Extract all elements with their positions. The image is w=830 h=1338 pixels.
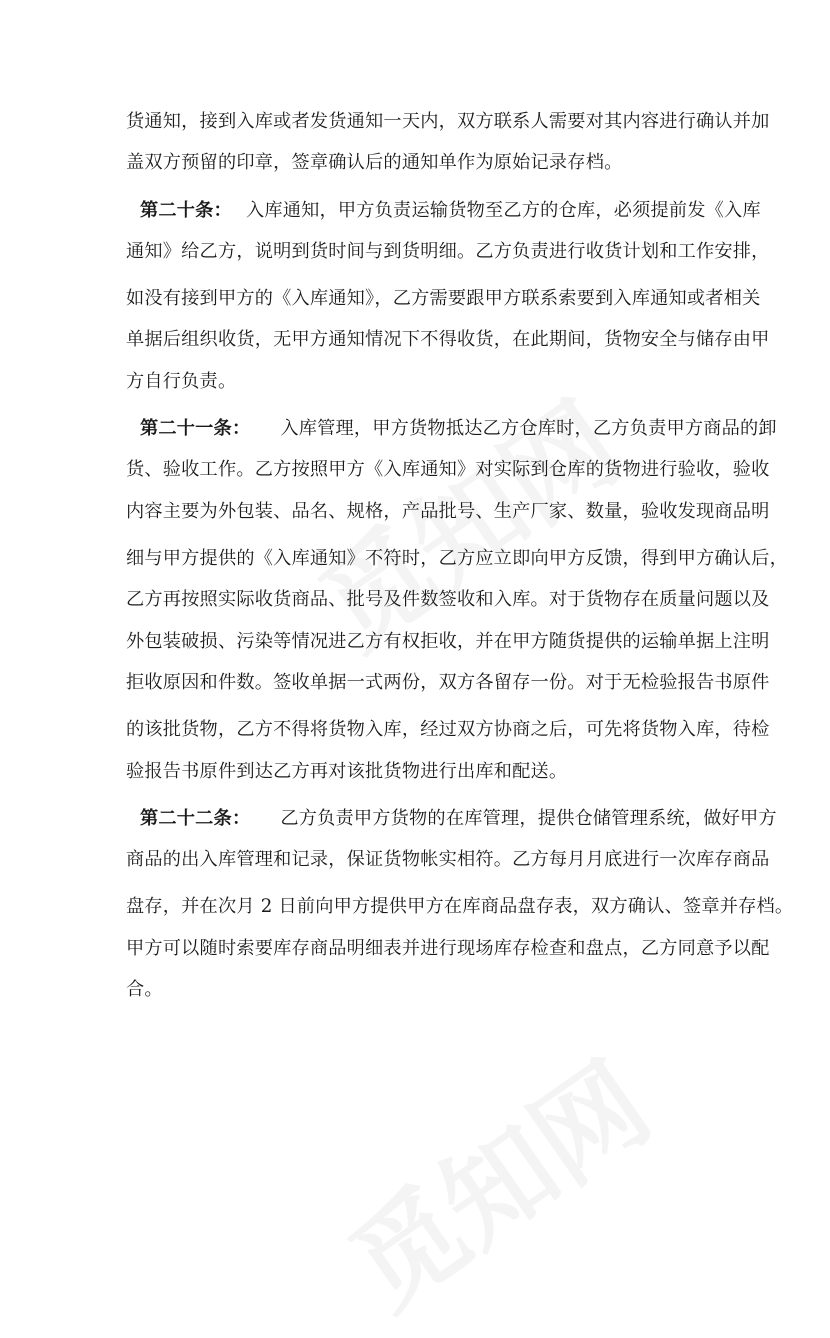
text-line: 验报告书原件到达乙方再对该批货物进行出库和配送。 — [126, 761, 568, 782]
text-line: 入库通知，甲方负责运输货物至乙方的仓库，必须提前发《入库 — [245, 200, 761, 221]
text-line: 商品的出入库管理和记录，保证货物帐实相符。乙方每月月底进行一次库存商品 — [126, 849, 770, 870]
text-line: 外包装破损、污染等情况进乙方有权拒收，并在甲方随货提供的运输单据上注明 — [126, 631, 770, 652]
text-line: 方自行负责。 — [126, 371, 237, 392]
text-line: 盘存，并在次月 2 日前向甲方提供甲方在库商品盘存表，双方确认、签章并存档。 — [126, 896, 794, 917]
text-line: 如没有接到甲方的《入库通知》，乙方需要跟甲方联系索要到入库通知或者相关 — [126, 288, 761, 309]
clause-20-first-line — [140, 199, 761, 223]
clause-heading: 第二十二条： — [140, 808, 251, 829]
clause-heading: 第二十一条： — [140, 418, 251, 439]
text-line: 通知》给乙方，说明到货时间与到货明细。乙方负责进行收货计划和工作安排， — [126, 241, 770, 262]
clause-21-first-line — [140, 417, 777, 441]
watermark — [315, 1020, 676, 1338]
text-line: 乙方再按照实际收货商品、批号及件数签收和入库。对于货物存在质量问题以及 — [126, 589, 770, 610]
clause-heading: 第二十条： — [140, 200, 232, 221]
text-line: 货通知，接到入库或者发货通知一天内，双方联系人需要对其内容进行确认并加 — [126, 111, 770, 132]
text-line: 入库管理，甲方货物抵达乙方仓库时，乙方负责甲方商品的卸 — [280, 418, 777, 439]
text-line: 的该批货物，乙方不得将货物入库，经过双方协商之后，可先将货物入库，待检 — [126, 719, 770, 740]
text-line: 货、验收工作。乙方按照甲方《入库通知》对实际到仓库的货物进行验收，验收 — [126, 459, 770, 480]
text-line: 单据后组织收货，无甲方通知情况下不得收货，在此期间，货物安全与储存由甲 — [126, 329, 770, 350]
text-line: 拒收原因和件数。签收单据一式两份，双方各留存一份。对于无检验报告书原件 — [126, 672, 770, 693]
text-line: 合。 — [126, 979, 163, 1000]
text-line: 内容主要为外包装、品名、规格，产品批号、生产厂家、数量，验收发现商品明 — [126, 501, 770, 522]
text-line: 乙方负责甲方货物的在库管理，提供仓储管理系统，做好甲方 — [280, 808, 777, 829]
text-line: 盖双方预留的印章，签章确认后的通知单作为原始记录存档。 — [126, 152, 623, 173]
clause-22-first-line — [140, 807, 777, 831]
text-line: 甲方可以随时索要库存商品明细表并进行现场库存检查和盘点，乙方同意予以配 — [126, 938, 770, 959]
text-line: 细与甲方提供的《入库通知》不符时，乙方应立即向甲方反馈，得到甲方确认后， — [126, 548, 788, 569]
